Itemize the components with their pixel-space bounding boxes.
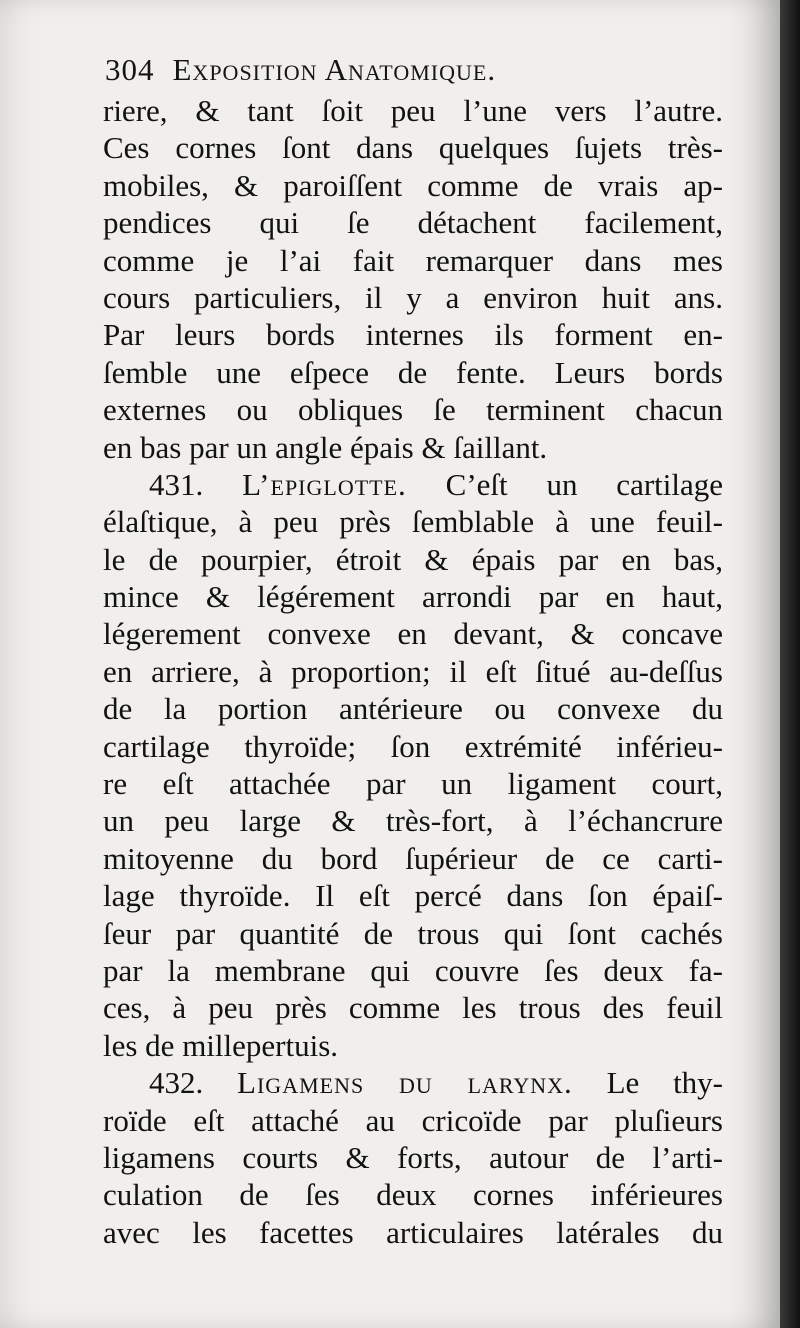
line-text: Par leurs bords internes ils forment en-	[103, 317, 723, 353]
line-text: en bas par un angle épais & ſaillant.	[103, 429, 548, 465]
line-text: élaſtique, à peu près ſemblable à une feuil-	[103, 504, 723, 540]
text-line	[103, 802, 723, 839]
line-text: lage thyroïde. Il eſt percé dans ſon épaiſ-	[103, 878, 723, 914]
text-line	[103, 615, 723, 652]
line-text: mince & légérement arrondi par en haut,	[103, 579, 723, 615]
paragraph-number: 431.	[149, 466, 204, 502]
page-edge-shadow	[780, 0, 800, 1328]
text-line	[103, 242, 723, 279]
page-number: 304	[105, 52, 155, 87]
line-text: C’eſt un cartilage	[445, 466, 724, 502]
text-line	[103, 1139, 723, 1176]
text-line	[103, 92, 723, 129]
line-text: comme je l’ai fait remarquer dans mes	[103, 242, 723, 278]
page-header	[105, 52, 725, 96]
text-line	[103, 354, 723, 391]
line-text: Le thy-	[606, 1065, 724, 1101]
text-line	[103, 279, 723, 316]
text-line	[103, 167, 723, 204]
text-line	[103, 129, 723, 166]
line-text: ſeur par quantité de trous qui ſont cachés	[103, 915, 723, 951]
text-line	[103, 466, 723, 503]
line-text: ſemble une eſpece de fente. Leurs bords	[103, 354, 723, 390]
line-text: un peu large & très-fort, à l’échancrure	[103, 803, 723, 839]
text-line	[103, 728, 723, 765]
text-line	[103, 1176, 723, 1213]
text-line	[103, 1214, 723, 1251]
line-text: mobiles, & paroiſſent comme de vrais ap-	[103, 167, 723, 203]
line-text: les de millepertuis.	[103, 1027, 339, 1063]
text-line	[103, 316, 723, 353]
text-line	[103, 952, 723, 989]
section-heading: Ligamens du larynx.	[237, 1065, 573, 1101]
line-text: ces, à peu près comme les trous des feuil	[103, 990, 723, 1026]
text-line	[103, 503, 723, 540]
text-line	[103, 204, 723, 241]
line-text: de la portion antérieure ou convexe du	[103, 691, 723, 727]
text-line	[103, 840, 723, 877]
text-line	[103, 429, 723, 466]
line-text: avec les facettes articulaires latérales du	[103, 1214, 723, 1250]
line-text: cours particuliers, il y a environ huit ans.	[103, 279, 723, 315]
text-line	[103, 653, 723, 690]
line-text: externes ou obliques ſe terminent chacun	[103, 392, 723, 428]
text-line	[103, 391, 723, 428]
body-text	[103, 92, 723, 1251]
line-text: culation de ſes deux cornes inférieures	[103, 1177, 723, 1213]
text-line	[103, 541, 723, 578]
text-line	[103, 690, 723, 727]
text-line	[103, 989, 723, 1026]
line-text: re eſt attachée par un ligament court,	[103, 766, 723, 802]
text-line	[103, 765, 723, 802]
text-line	[103, 1064, 723, 1101]
line-text: riere, & tant ſoit peu l’une vers l’autre.	[103, 93, 723, 128]
line-text: roïde eſt attaché au cricoïde par pluſieurs	[103, 1102, 723, 1138]
text-line	[103, 915, 723, 952]
text-line	[103, 1027, 723, 1064]
line-text: par la membrane qui couvre ſes deux fa-	[103, 952, 723, 988]
line-text: mitoyenne du bord ſupérieur de ce carti-	[103, 840, 723, 876]
line-text: cartilage thyroïde; ſon extrémité inférieu-	[103, 728, 723, 764]
line-text: légerement convexe en devant, & concave	[103, 616, 723, 652]
text-line	[103, 877, 723, 914]
line-text: en arriere, à proportion; il eſt ſitué au-deſſus	[103, 653, 723, 689]
text-line	[103, 578, 723, 615]
running-title: Exposition Anatomique.	[172, 52, 497, 87]
text-line	[103, 1102, 723, 1139]
line-text: pendices qui ſe détachent facilement,	[103, 205, 723, 241]
paragraph-number: 432.	[149, 1065, 204, 1101]
line-text: Ces cornes ſont dans quelques ſujets très-	[103, 130, 723, 166]
section-heading: L’epiglotte.	[242, 466, 407, 502]
line-text: ligamens courts & forts, autour de l’arti-	[103, 1139, 723, 1175]
line-text: le de pourpier, étroit & épais par en bas,	[103, 541, 723, 577]
